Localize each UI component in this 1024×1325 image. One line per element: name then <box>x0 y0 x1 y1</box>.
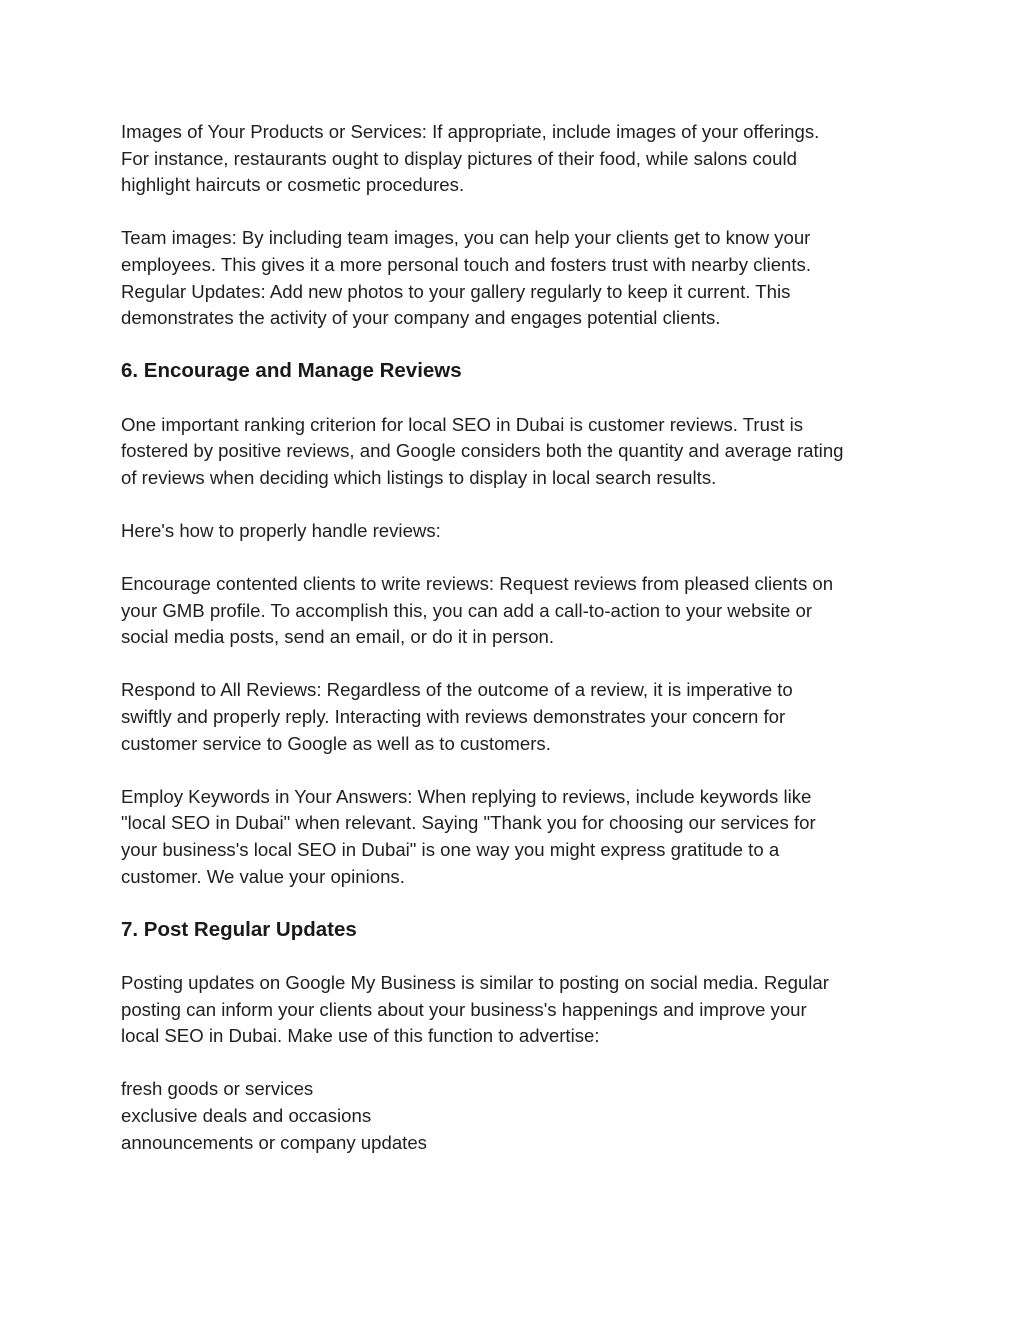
section-heading-updates: 7. Post Regular Updates <box>121 917 357 941</box>
document-page <box>121 119 921 1183</box>
paragraph-team-images <box>121 225 921 331</box>
text-line: swiftly and properly reply. Interacting with reviews demonstrates your concern for <box>121 706 786 728</box>
text-line: your business's local SEO in Dubai" is one way you might express gratitude to a <box>121 839 780 861</box>
paragraph-keywords-answers <box>121 784 921 890</box>
text-line: Images of Your Products or Services: If appropriate, include images of your offerings. <box>121 121 820 142</box>
text-line: customer. We value your opinions. <box>121 865 405 887</box>
text-line: local SEO in Dubai. Make use of this function to advertise: <box>121 1025 600 1047</box>
text-line: demonstrates the activity of your company and engages potential clients. <box>121 307 721 329</box>
text-line: Respond to All Reviews: Regardless of the outcome of a review, it is imperative to <box>121 679 793 701</box>
text-line: social media posts, send an email, or do it in person. <box>121 626 555 648</box>
paragraph-product-images <box>121 119 921 199</box>
paragraph-respond-reviews <box>121 677 921 757</box>
paragraph-posting-updates <box>121 970 921 1050</box>
text-line: your GMB profile. To accomplish this, you can add a call-to-action to your website or <box>121 599 813 621</box>
text-line: Posting updates on Google My Business is similar to posting on social media. Regular <box>121 972 829 993</box>
paragraph-advertise-list <box>121 1076 921 1156</box>
paragraph-reviews-intro <box>121 412 921 492</box>
text-line: Employ Keywords in Your Answers: When replying to reviews, include keywords like <box>121 785 812 807</box>
text-line: Team images: By including team images, you can help your clients get to know your <box>121 227 811 249</box>
text-line: "local SEO in Dubai" when relevant. Saying "Thank you for choosing our services for <box>121 812 816 834</box>
text-line: highlight haircuts or cosmetic procedures. <box>121 174 465 196</box>
text-line: customer service to Google as well as to customers. <box>121 732 551 754</box>
text-line: of reviews when deciding which listings to display in local search results. <box>121 466 717 488</box>
list-item: exclusive deals and occasions <box>121 1104 372 1126</box>
list-item: announcements or company updates <box>121 1131 427 1153</box>
text-line: Encourage contented clients to write reviews: Request reviews from pleased clients on <box>121 573 834 595</box>
text-line: For instance, restaurants ought to display pictures of their food, while salons could <box>121 147 797 169</box>
paragraph-handle-reviews <box>121 518 921 545</box>
list-item: fresh goods or services <box>121 1078 314 1100</box>
text-line: posting can inform your clients about your business's happenings and improve your <box>121 998 807 1020</box>
text-line: Here's how to properly handle reviews: <box>121 519 441 541</box>
text-line: employees. This gives it a more personal touch and fosters trust with nearby clients. <box>121 253 812 275</box>
text-line: Regular Updates: Add new photos to your gallery regularly to keep it current. This <box>121 280 791 302</box>
paragraph-encourage-reviews <box>121 571 921 651</box>
section-heading-reviews: 6. Encourage and Manage Reviews <box>121 359 462 383</box>
text-line: fostered by positive reviews, and Google considers both the quantity and average rating <box>121 440 844 462</box>
text-line: One important ranking criterion for local SEO in Dubai is customer reviews. Trust is <box>121 413 804 435</box>
